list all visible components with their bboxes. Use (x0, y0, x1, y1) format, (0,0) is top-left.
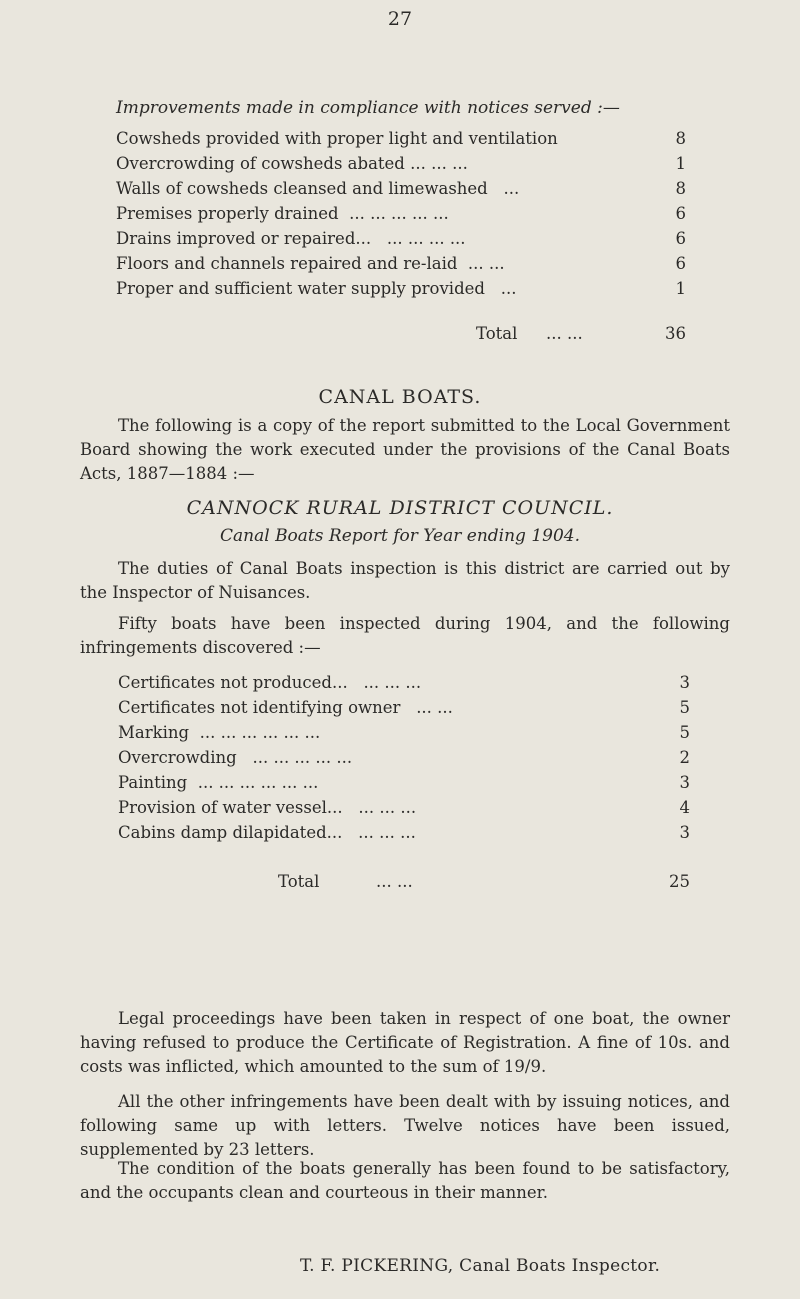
item-value: 6 (675, 204, 686, 223)
item-label: Certificates not produced... ... ... ... (118, 673, 422, 692)
page-number: 27 (387, 8, 413, 30)
item-dots: ... ... ... ... ... ... (197, 773, 319, 792)
legal-paragraph: Legal proceedings have been taken in respect of one boat, the owner having refused to produce the Certificate of Registration. A fine of 10s. and costs was inflicted, which amounted to the sum of 19/9. (80, 1009, 730, 1076)
section-title: CANAL BOATS. (318, 386, 482, 408)
list-item (118, 820, 690, 845)
total-value: 25 (669, 872, 690, 891)
item-value: 4 (679, 798, 690, 817)
item-value: 1 (675, 154, 686, 173)
list-item (116, 151, 686, 176)
item-label: Painting ... ... ... ... ... ... (118, 773, 319, 792)
total-label: Total (476, 324, 518, 343)
item-value: 8 (675, 179, 686, 198)
list-item (116, 226, 686, 251)
item-dots: ... ... (416, 698, 453, 717)
others-paragraph: All the other infringements have been dealt with by issuing notices, and following same up with letters. Twelve notices have been issued, supplemented by 23 letters. (80, 1092, 730, 1159)
total-dots: ... ... (376, 872, 413, 891)
item-dots: ... ... (467, 254, 505, 273)
item-label: Provision of water vessel... ... ... ... (118, 798, 417, 817)
improvements-total (116, 319, 686, 349)
list-item (118, 745, 690, 770)
item-value: 3 (679, 773, 690, 792)
item-label: Marking ... ... ... ... ... ... (118, 723, 321, 742)
list-item (118, 720, 690, 745)
item-label: Walls of cowsheds cleansed and limewashed ... (116, 179, 520, 198)
item-dots: ... ... ... (358, 798, 417, 817)
item-dots: ... ... ... (410, 154, 468, 173)
item-dots: ... (500, 279, 517, 298)
item-dots: ... ... ... ... ... ... (199, 723, 321, 742)
item-value: 5 (679, 698, 690, 717)
condition-paragraph: The condition of the boats generally has been found to be satisfactory, and the occupants clean and courteous in their manner. (80, 1159, 730, 1202)
signature: T. F. PICKERING, Canal Boats Inspector. (300, 1256, 661, 1276)
inspected-paragraph: Fifty boats have been inspected during 1904, and the following infringements discovered :— (80, 614, 730, 657)
item-label: Premises properly drained ... ... ... ... ... (116, 204, 449, 223)
item-dots: ... ... ... ... (386, 229, 466, 248)
item-label: Drains improved or repaired... ... ... ... ... (116, 229, 466, 248)
item-dots: ... (503, 179, 520, 198)
duties-paragraph: The duties of Canal Boats inspection is this district are carried out by the Inspector of Nuisances. (80, 559, 730, 602)
item-value: 3 (679, 823, 690, 842)
improvements-list (116, 126, 686, 349)
list-item (116, 201, 686, 226)
infringements-total (118, 867, 690, 897)
item-label: Overcrowding of cowsheds abated ... ... ... (116, 154, 468, 173)
item-value: 1 (675, 279, 686, 298)
improvements-heading: Improvements made in compliance with notices served :— (116, 98, 620, 118)
item-label: Certificates not identifying owner ... ... (118, 698, 453, 717)
item-label: Overcrowding ... ... ... ... ... (118, 748, 353, 767)
item-label: Floors and channels repaired and re-laid ... ... (116, 254, 505, 273)
item-label: Proper and sufficient water supply provided ... (116, 279, 517, 298)
item-dots: ... ... ... ... ... (252, 748, 353, 767)
item-value: 2 (679, 748, 690, 767)
list-item (116, 276, 686, 301)
infringements-list (118, 670, 690, 897)
council-heading: CANNOCK RURAL DISTRICT COUNCIL. (186, 497, 614, 519)
list-item (118, 695, 690, 720)
item-dots: ... ... ... (358, 823, 416, 842)
item-value: 8 (675, 129, 686, 148)
total-label: Total (278, 872, 320, 891)
item-dots: ... ... ... (363, 673, 422, 692)
item-value: 3 (679, 673, 690, 692)
item-value: 6 (675, 254, 686, 273)
report-title: Canal Boats Report for Year ending 1904. (220, 526, 580, 546)
item-value: 5 (679, 723, 690, 742)
list-item (116, 126, 686, 151)
list-item (118, 795, 690, 820)
list-item (116, 251, 686, 276)
item-label: Cabins damp dilapidated... ... ... ... (118, 823, 416, 842)
item-value: 6 (675, 229, 686, 248)
intro-paragraph: The following is a copy of the report submitted to the Local Government Board showing the work executed under the provisions of the Canal Boats Acts, 1887—1884 :— (80, 416, 730, 483)
total-value: 36 (665, 324, 686, 343)
item-dots: ... ... ... ... ... (349, 204, 449, 223)
list-item (118, 670, 690, 695)
list-item (118, 770, 690, 795)
total-dots: ... ... (546, 324, 583, 343)
list-item (116, 176, 686, 201)
item-label: Cowsheds provided with proper light and ventilation (116, 129, 558, 148)
